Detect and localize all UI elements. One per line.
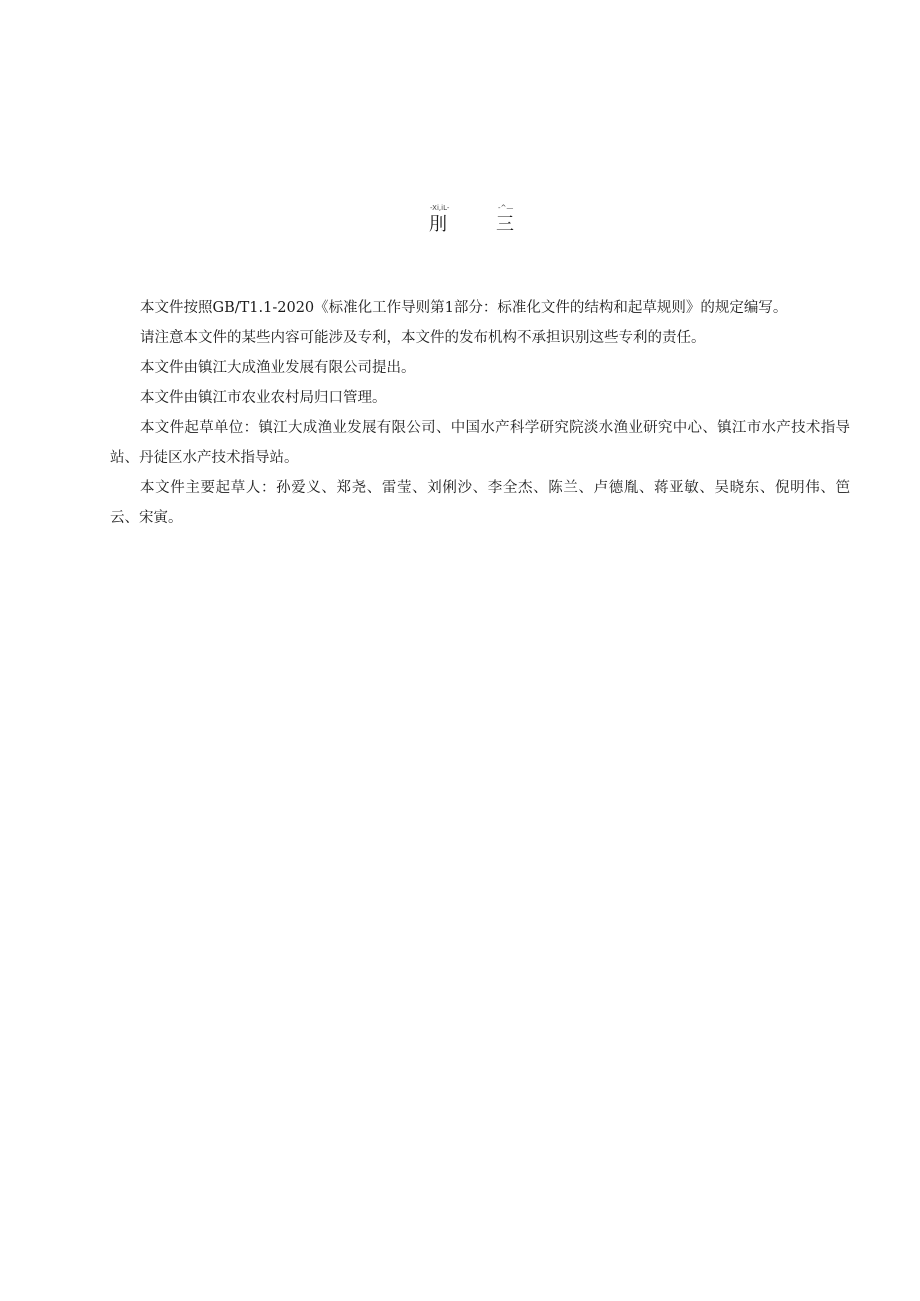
foreword-heading (0, 204, 920, 244)
paragraph-proposer: 本文件由镇江大成渔业发展有限公司提出。 (140, 360, 416, 376)
heading-char-2: 三 (496, 214, 514, 235)
heading-char-1: 刖 (429, 214, 447, 235)
paragraph-drafters: 本文件主要起草人：孙爱义、郑尧、雷莹、刘俐沙、李全杰、陈兰、卢德胤、蒋亚敏、吴晓东、倪明伟、笆云、宋寅。 (110, 480, 850, 526)
paragraph-administration: 本文件由镇江市农业农村局归口管理。 (140, 390, 387, 406)
heading-artifact-mark-2: -^— (498, 204, 514, 212)
paragraph-patent-notice: 请注意本文件的某些内容可能涉及专利，本文件的发布机构不承担识别这些专利的责任。 (140, 330, 706, 346)
heading-artifact-mark-1: -Xi,iL- (430, 204, 450, 212)
paragraph-drafting-units: 本文件起草单位：镇江大成渔业发展有限公司、中国水产科学研究院淡水渔业研究中心、镇江市水产技术指导站、丹徒区水产技术指导站。 (110, 420, 850, 466)
paragraph-drafting-rules: 本文件按照GB/T1.1-2020《标准化工作导则第1部分：标准化文件的结构和起草规则》的规定编写。 (140, 300, 788, 316)
foreword-body (110, 293, 850, 533)
